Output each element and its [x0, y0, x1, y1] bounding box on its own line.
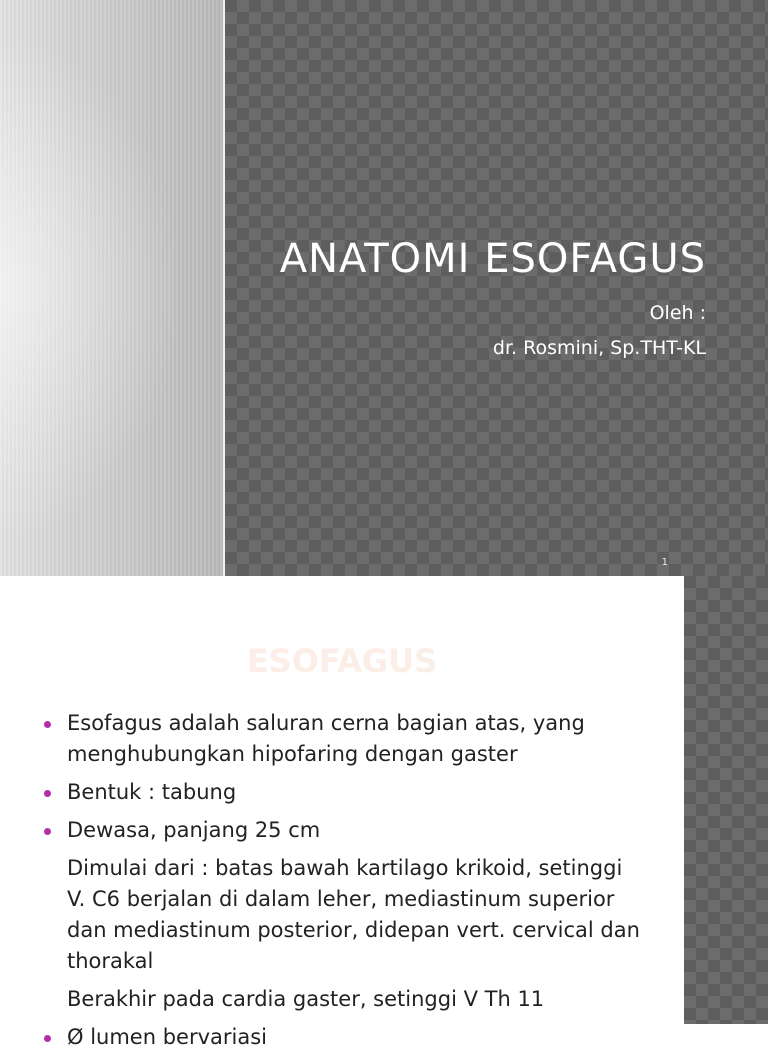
list-item-text: Berakhir pada cardia gaster, setinggi V Th 11 [67, 987, 545, 1011]
bullet-dot-icon [44, 828, 51, 835]
content-bullet-list [40, 708, 640, 1060]
list-item-continuation [40, 853, 640, 977]
slide-number: 1 [661, 557, 668, 568]
list-item-text: Dewasa, panjang 25 cm [67, 818, 321, 842]
slide-title: ANATOMI ESOFAGUS [279, 236, 706, 282]
slide-left-gradient-panel [0, 0, 223, 576]
list-item-text: Ø lumen bervariasi [67, 1025, 268, 1049]
bullet-dot-icon [44, 1035, 51, 1042]
slide-diamond-pattern-strip [684, 576, 768, 1024]
list-item-continuation [40, 984, 640, 1015]
slide-diamond-pattern-panel [225, 0, 768, 576]
list-item [40, 777, 640, 808]
list-item [40, 815, 640, 846]
slide-subtitle-oleh: Oleh : [649, 302, 706, 324]
list-item [40, 708, 640, 770]
slide-subtitle-author: dr. Rosmini, Sp.THT-KL [492, 337, 706, 359]
list-item [40, 1022, 640, 1053]
list-item-text: Bentuk : tabung [67, 780, 237, 804]
list-item-text: Esofagus adalah saluran cerna bagian atas, yang menghubungkan hipofaring dengan gaster [67, 711, 585, 766]
content-slide-heading: ESOFAGUS [246, 642, 438, 680]
bullet-dot-icon [44, 790, 51, 797]
list-item-text: Dimulai dari : batas bawah kartilago krikoid, setinggi V. C6 berjalan di dalam leher, mediastinum superior dan mediastinum posterior, didepan vert. cervical dan thorakal [67, 856, 640, 973]
content-slide [0, 576, 768, 1049]
bullet-dot-icon [44, 721, 51, 728]
